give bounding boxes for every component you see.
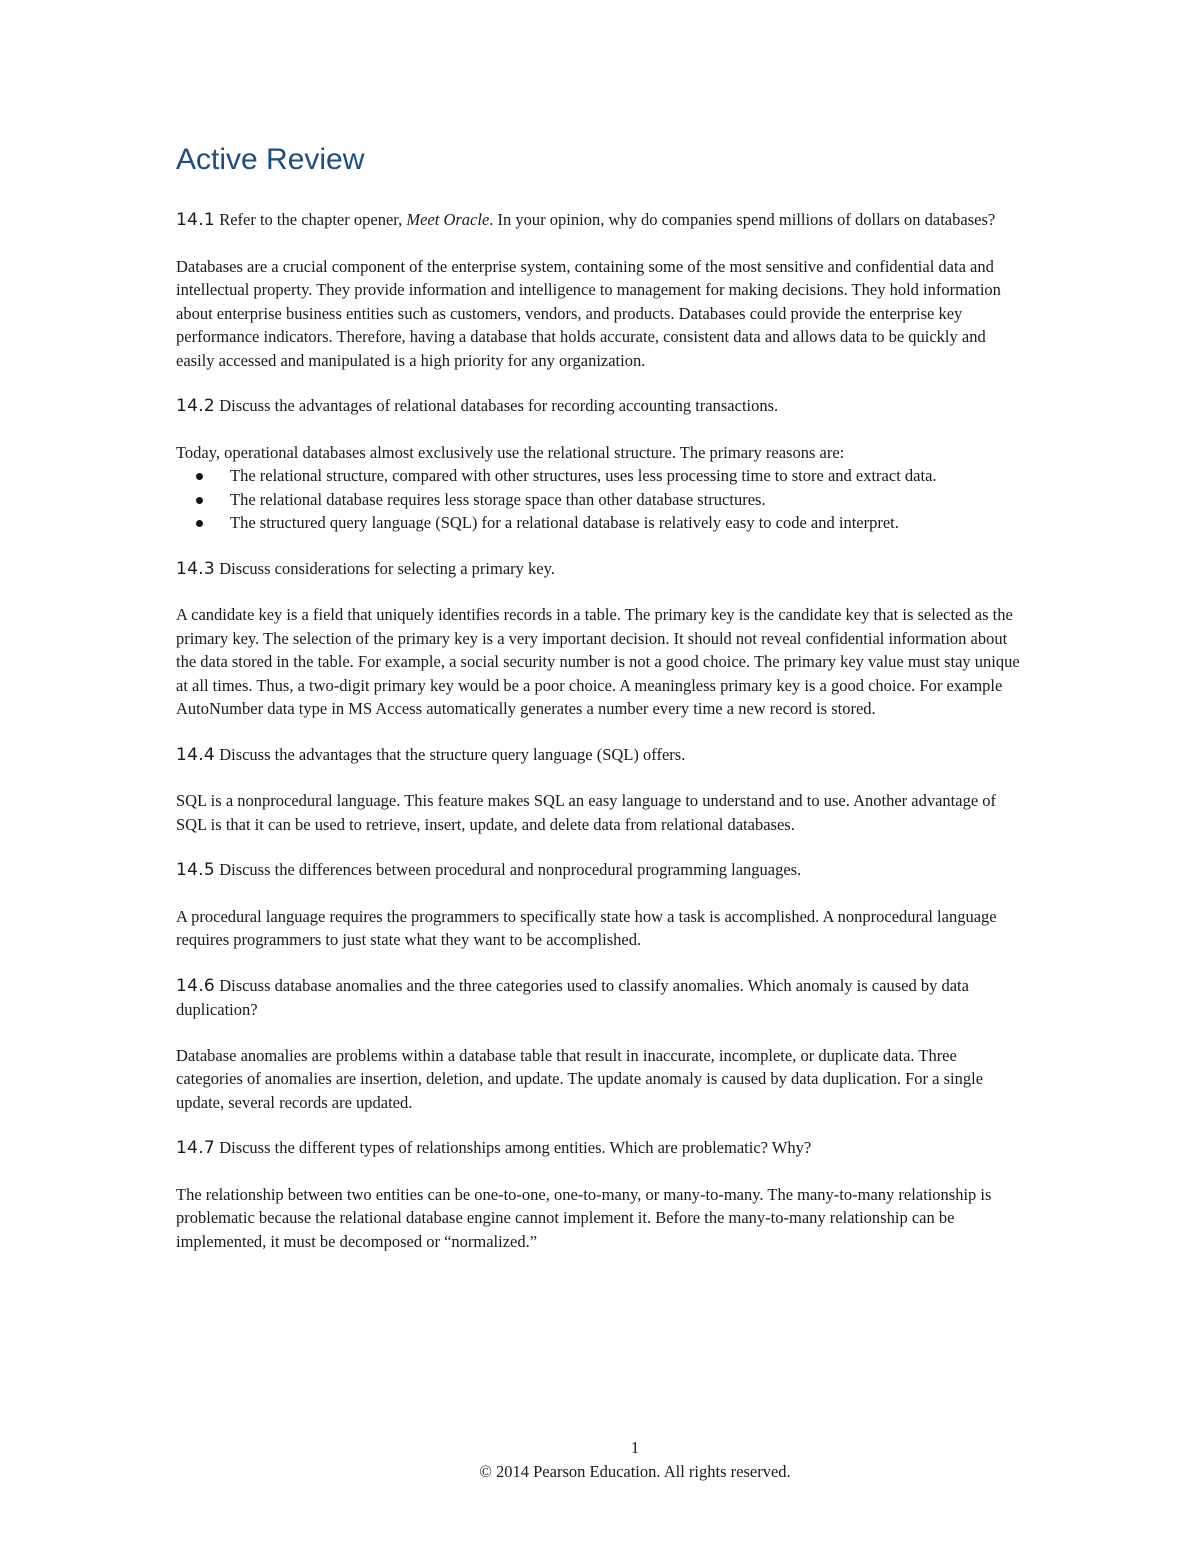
bullet-item: The relational structure, compared with other structures, uses less processing time to store and extract data. — [176, 464, 1026, 488]
question-14-4 — [176, 743, 1026, 768]
answer-14-2-bullet-list — [176, 464, 1026, 535]
question-14-5 — [176, 858, 1026, 883]
question-text: . In your opinion, why do companies spend millions of dollars on databases? — [489, 210, 996, 229]
question-14-3 — [176, 557, 1026, 582]
bullet-item: The relational database requires less storage space than other database structures. — [176, 488, 1026, 512]
question-14-6 — [176, 974, 1026, 1022]
question-number: 14.2 — [176, 396, 216, 416]
question-number: 14.7 — [176, 1138, 216, 1158]
question-number: 14.1 — [176, 210, 216, 230]
answer-14-6: Database anomalies are problems within a database table that result in inaccurate, incomplete, or duplicate data. Three categories of anomalies are insertion, deletion, and update. The update anomaly is caused by data duplication. For a single update, several records are updated. — [176, 1045, 984, 1112]
document-page — [176, 140, 1026, 1275]
page-footer — [0, 1436, 1200, 1483]
page-number: 1 — [630, 1438, 640, 1457]
answer-14-2-lead: Today, operational databases almost exclusively use the relational structure. The primary reasons are: — [176, 442, 845, 462]
question-text: Refer to the chapter opener, — [215, 210, 407, 229]
question-text: Discuss the differences between procedural and nonprocedural programming languages. — [215, 860, 802, 879]
bullet-item: The structured query language (SQL) for a relational database is relatively easy to code and interpret. — [176, 511, 1026, 535]
bullet-icon — [196, 520, 203, 527]
answer-14-1: Databases are a crucial component of the enterprise system, containing some of the most sensitive and confidential data and intellectual property. They provide information and intelligence to management for making decisions. They hold information about enterprise business entities such as customers, vendors, and products. Databases could provide the enterprise key performance indicators. Therefore, having a database that holds accurate, consistent data and allows data to be quickly and easily accessed and manipulated is a high priority for any organization. — [176, 256, 1001, 370]
answer-14-4: SQL is a nonprocedural language. This feature makes SQL an easy language to understand and to use. Another advantage of SQL is that it can be used to retrieve, insert, update, and delete data from relational databases. — [176, 791, 997, 834]
page-title: Active Review — [176, 143, 365, 176]
question-number: 14.3 — [176, 558, 216, 579]
question-number: 14.4 — [176, 744, 216, 765]
question-italic-text: Meet Oracle — [406, 210, 490, 229]
answer-14-7: The relationship between two entities can be one-to-one, one-to-many, or many-to-many. The many-to-many relationship is problematic because the relational database engine cannot implement it. Before the many-to-many relationship can be implemented, it must be decomposed or “normalized.” — [176, 1184, 992, 1251]
question-text: Discuss database anomalies and the three categories used to classify anomalies. Which anomaly is caused by data duplication? — [176, 975, 969, 1019]
answer-14-3: A candidate key is a field that uniquely identifies records in a table. The primary key is the candidate key that is selected as the primary key. The selection of the primary key is a very important decision. It should not reveal confidential information about the data stored in the table. For example, a social security number is not a good choice. The primary key value must stay unique at all times. Thus, a two-digit primary key would be a poor choice. A meaningless primary key is a good choice. For example AutoNumber data type in MS Access automatically generates a number every time a new record is stored. — [176, 605, 1020, 718]
question-14-1 — [176, 208, 1026, 233]
question-text: Discuss considerations for selecting a primary key. — [215, 558, 555, 578]
copyright-notice: © 2014 Pearson Education. All rights reserved. — [479, 1461, 791, 1481]
answer-14-5: A procedural language requires the programmers to specifically state how a task is accomplished. A nonprocedural language requires programmers to just state what they want to be accomplished. — [176, 906, 997, 949]
question-number: 14.5 — [176, 860, 216, 880]
question-14-2 — [176, 394, 1026, 419]
question-number: 14.6 — [176, 975, 216, 996]
bullet-icon — [196, 473, 203, 480]
question-14-7 — [176, 1136, 1026, 1161]
question-text: Discuss the advantages of relational databases for recording accounting transactions. — [215, 396, 779, 415]
question-text: Discuss the advantages that the structure query language (SQL) offers. — [215, 744, 686, 764]
question-text: Discuss the different types of relationships among entities. Which are problematic? Why? — [215, 1138, 812, 1157]
bullet-icon — [196, 497, 203, 504]
